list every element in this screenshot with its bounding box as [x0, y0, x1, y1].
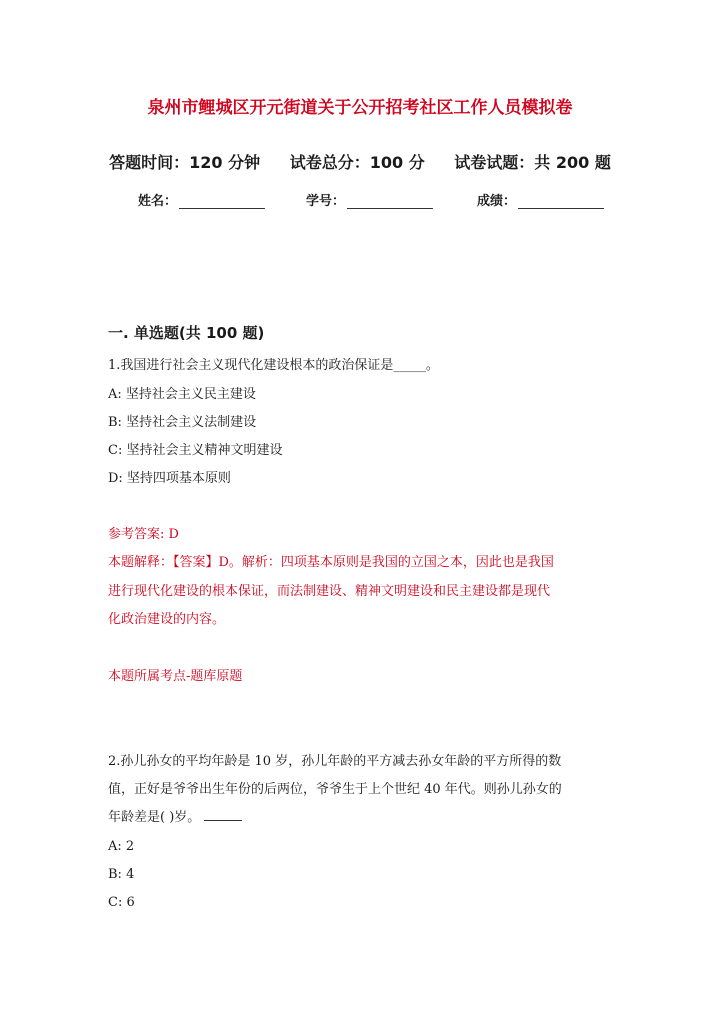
score-label: 成绩：: [477, 194, 517, 209]
question-2-stem-line-1: 2.孙儿孙女的平均年龄是 10 岁，孙儿年龄的平方减去孙女年龄的平方所得的数: [108, 754, 562, 769]
exam-question-count: 试卷试题：共 200 题: [454, 153, 611, 172]
question-2-stem-text: 年龄差是( )岁。: [108, 810, 201, 825]
page-title: 泉州市鲤城区开元街道关于公开招考社区工作人员模拟卷: [147, 98, 573, 118]
question-1-option-d: D: 坚持四项基本原则: [108, 471, 231, 486]
question-1-option-a: A: 坚持社会主义民主建设: [108, 387, 256, 402]
question-1-explanation-line-2: 进行现代化建设的根本保证，而法制建设、精神文明建设和民主建设都是现代: [108, 584, 551, 599]
answer-blank: [204, 808, 242, 821]
student-id-blank: [347, 194, 433, 209]
question-1-answer: 参考答案: D: [108, 527, 179, 542]
question-1-option-c: C: 坚持社会主义精神文明建设: [108, 443, 283, 458]
question-2-option-b: B: 4: [108, 867, 135, 882]
question-1-explanation-line-1: 本题解释：【答案】D。解析：四项基本原则是我国的立国之本，因此也是我国: [108, 555, 554, 570]
question-1-explanation-line-3: 化政治建设的内容。: [108, 612, 226, 627]
score-field: [477, 190, 604, 209]
question-2-option-c: C: 6: [108, 895, 135, 910]
question-1-stem: 1.我国进行社会主义现代化建设根本的政治保证是_____。: [108, 358, 439, 373]
exam-time: 答题时间：120 分钟: [109, 153, 261, 172]
name-label: 姓名：: [138, 194, 178, 209]
exam-meta: [0, 150, 720, 173]
question-2-stem-line-3: [108, 808, 242, 827]
question-1-option-b: B: 坚持社会主义法制建设: [108, 415, 257, 430]
student-id-label: 学号：: [306, 194, 346, 209]
question-2-stem-line-2: 值，正好是爷爷出生年份的后两位，爷爷生于上个世纪 40 年代。则孙儿孙女的: [108, 782, 562, 797]
name-blank: [179, 194, 265, 209]
student-id-field: [306, 190, 433, 209]
question-1-source: 本题所属考点-题库原题: [108, 669, 243, 684]
section-title: 一. 单选题(共 100 题): [108, 324, 265, 342]
score-blank: [518, 194, 604, 209]
name-field: [138, 190, 265, 209]
exam-total-score: 试卷总分：100 分: [289, 153, 425, 172]
question-2-option-a: A: 2: [108, 839, 135, 854]
